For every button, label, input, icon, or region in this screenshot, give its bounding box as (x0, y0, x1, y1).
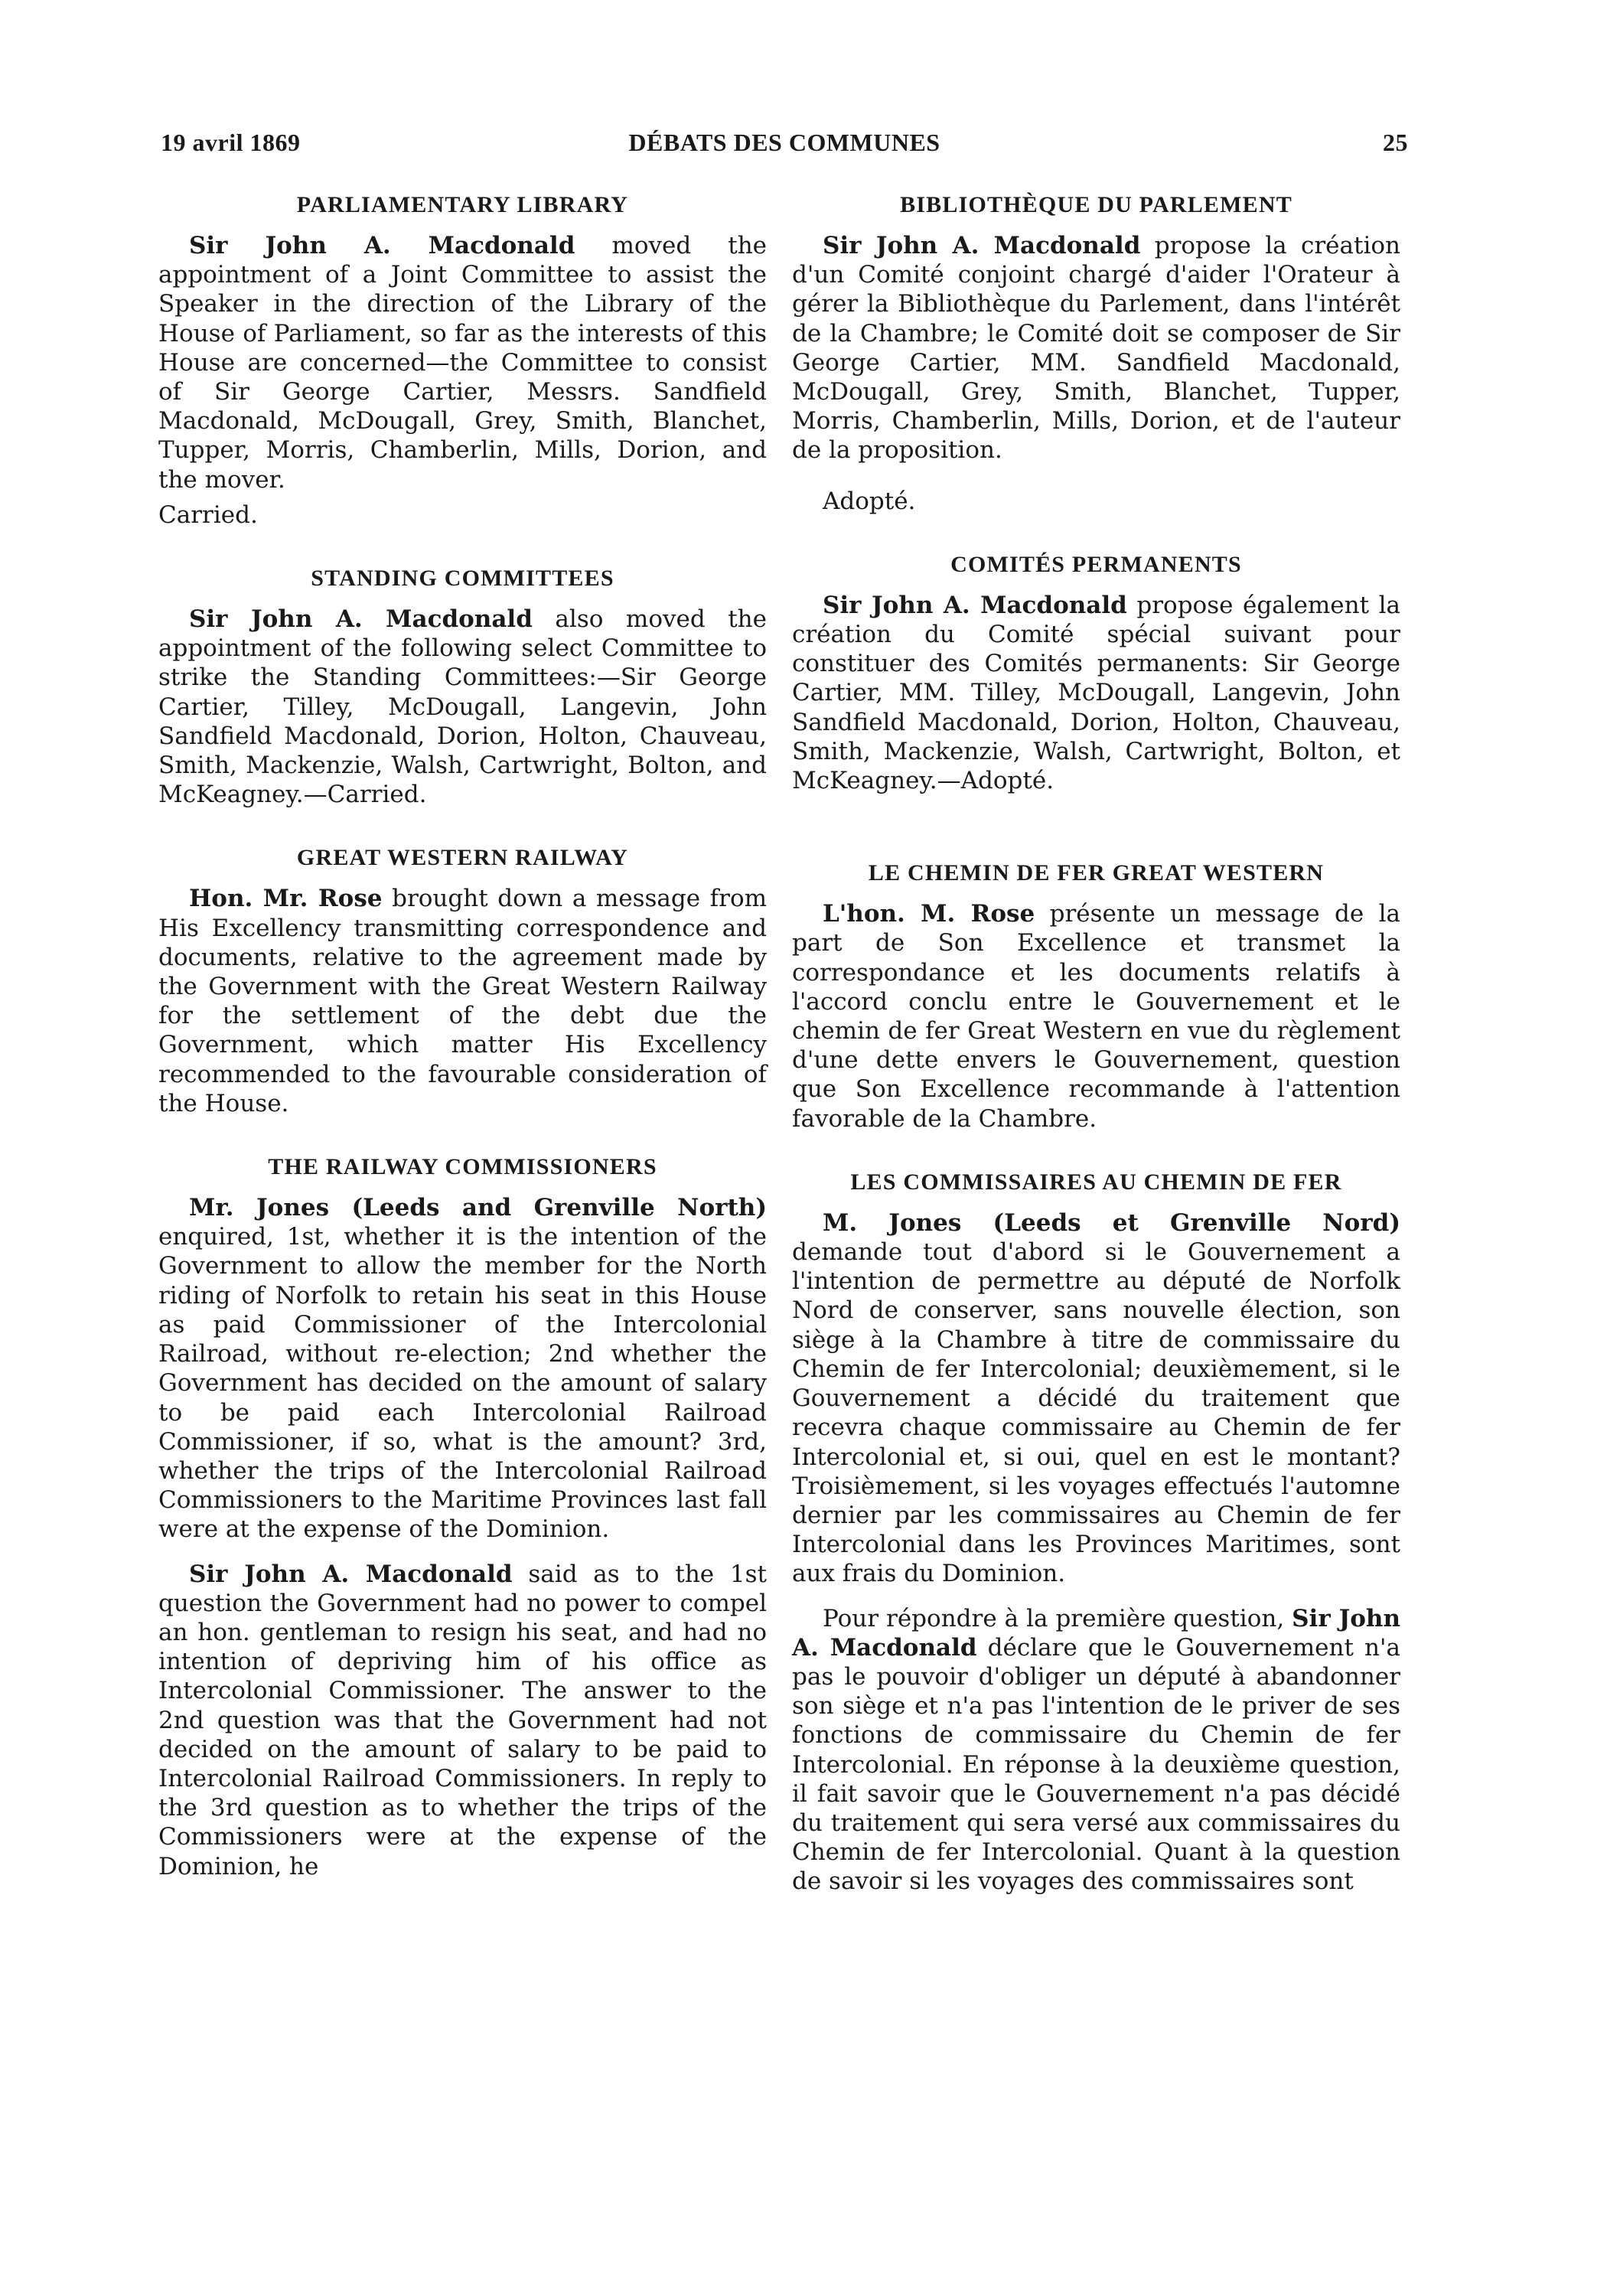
section-bibliotheque-du-parlement (792, 190, 1400, 516)
paragraph-text: enquired, 1st, whether it is the intention of the Government to allow the member for the North riding of Norfolk to retain his seat in this House as paid Commissioner of the Intercolonial Railroad, without re-election; 2nd whether the Government has decided on the amount of salary to be paid each Intercolonial Railroad Commissioner, if so, what is the amount? 3rd, whether the trips of the Intercolonial Railroad Commissioners to the Maritime Provinces last fall were at the expense of the Dominion. (158, 1223, 767, 1544)
section-heading: COMITÉS PERMANENTS (950, 551, 1242, 577)
paragraph (792, 231, 1400, 465)
paragraph-text: brought down a message from His Excellency transmitting correspondence and documents, relative to the agreement made by the Government with the Great Western Railway for the settlement of the debt due the Government, which matter His Excellency recommended to the favourable consideration of the House. (158, 885, 768, 1117)
header-date: 19 avril 1869 (161, 129, 301, 156)
speaker-name: Sir John A. Macdonald (792, 1604, 1401, 1662)
french-column (792, 190, 1400, 1930)
section-heading: GREAT WESTERN RAILWAY (296, 845, 629, 871)
paragraph (792, 1208, 1400, 1589)
paragraph (792, 591, 1400, 795)
paragraph-text: demande tout d'abord si le Gouvernement a l'intention de permettre au député de Norfolk Nord de conserver, sans nouvelle élection, son siège à la Chambre à titre de commissaire du Chemin de fer Intercolonial; deuxièmement, si le Gouvernement a décidé du traitement que recevra chaque commissaire au Chemin de fer Intercolonial et, si oui, quel en est le montant? Troisièmement, si les voyages effectués l'automne dernier par les commissaires au Chemin de fer Intercolonial dans les Provinces Maritimes, sont aux frais du Dominion. (792, 1238, 1400, 1588)
speaker-name: Sir John A. Macdonald (189, 605, 533, 634)
section-standing-committees (158, 563, 767, 809)
paragraph (158, 1560, 767, 1881)
section-heading: BIBLIOTHÈQUE DU PARLEMENT (900, 192, 1292, 217)
paragraph (158, 1193, 767, 1544)
section-parliamentary-library (158, 190, 767, 530)
speaker-name: Sir John A. Macdonald (823, 591, 1127, 619)
section-heading: LES COMMISSAIRES AU CHEMIN DE FER (850, 1169, 1342, 1195)
paragraph (792, 1604, 1400, 1896)
speaker-name: L'hon. M. Rose (823, 900, 1035, 928)
section-commissaires-au-chemin-de-fer (792, 1167, 1400, 1896)
paragraph-text: propose la création d'un Comité conjoint chargé d'aider l'Orateur à gérer la Bibliothèque du Parlement, dans l'intérêt de la Chambre; le Comité doit se composer de Sir George Cartier, MM. Sandfield Macdonald, McDougall, Grey, Smith, Blanchet, Tupper, Morris, Chamberlin, Mills, Dorion, et de l'auteur de la proposition. (792, 232, 1400, 465)
paragraph-text: Pour répondre à la première question, (823, 1604, 1285, 1632)
section-comites-permanents (792, 550, 1400, 795)
section-railway-commissioners (158, 1152, 767, 1881)
paragraph-text: said as to the 1st question the Government had no power to compel an hon. gentleman to resign his seat, and had no intention of depriving him of his office as Intercolonial Commissioner. The answer to the 2nd question was that the Government had not decided on the amount of salary to be paid to Intercolonial Railroad Commissioners. In reply to the 3rd question as to whether the trips of the Commissioners were at the expense of the Dominion, he (158, 1560, 767, 1880)
speaker-name: Sir John A. Macdonald (189, 232, 575, 259)
paragraph (792, 899, 1400, 1133)
speaker-name: Sir John A. Macdonald (189, 1560, 513, 1588)
speaker-name: Sir John A. Macdonald (823, 232, 1141, 259)
english-column (158, 190, 767, 1915)
section-heading: THE RAILWAY COMMISSIONERS (268, 1154, 657, 1180)
paragraph-text: moved the appointment of a Joint Committee to assist the Speaker in the direction of the Library of the House of Parliament, so far as the interests of this House are concerned—the Committee to consist of Sir George Cartier, Messrs. Sandfield Macdonald, McDougall, Grey, Smith, Blanchet, Tupper, Morris, Chamberlin, Mills, Dorion, and the mover. (158, 232, 768, 494)
header-title: DÉBATS DES COMMUNES (628, 129, 940, 156)
paragraph (158, 605, 767, 809)
section-heading: LE CHEMIN DE FER GREAT WESTERN (868, 860, 1325, 886)
section-heading: STANDING COMMITTEES (311, 566, 614, 592)
paragraph (158, 231, 767, 494)
paragraph-text: also moved the appointment of the following select Committee to strike the Standing Committees:—Sir George Cartier, Tilley, McDougall, Langevin, John Sandfield Macdonald, Dorion, Holton, Chauveau, Smith, Mackenzie, Walsh, Cartwright, Bolton, and McKeagney.—Carried. (158, 605, 767, 809)
motion-result: Adopté. (823, 487, 916, 515)
section-heading: PARLIAMENTARY LIBRARY (296, 192, 629, 217)
paragraph-text: déclare que le Gouvernement n'a pas le pouvoir d'obliger un député à abandonner son siège et n'a pas l'intention de le priver de ses fonctions de commissaire du Chemin de fer Intercolonial. En réponse à la deuxième question, il fait savoir que le Gouvernement n'a pas décidé du traitement qui sera versé aux commissaires du Chemin de fer Intercolonial. Quant à la question de savoir si les voyages des commissaires sont (792, 1633, 1401, 1896)
page-number: 25 (1383, 129, 1408, 156)
running-head (161, 129, 1408, 162)
motion-result: Carried. (158, 501, 258, 529)
section-great-western-railway (158, 843, 767, 1118)
paragraph-text: présente un message de la part de Son Excellence et transmet la correspondance et les documents relatifs à l'accord conclu entre le Gouvernement et le chemin de fer Great Western en vue du règlement d'une dette envers le Gouvernement, question que Son Excellence recommande à l'attention favorable de la Chambre. (792, 900, 1400, 1133)
paragraph (158, 884, 767, 1118)
speaker-name: Mr. Jones (Leeds and Grenville North) (189, 1194, 767, 1222)
speaker-name: Hon. Mr. Rose (189, 885, 383, 913)
speaker-name: M. Jones (Leeds et Grenville Nord) (823, 1208, 1400, 1237)
section-chemin-de-fer-great-western (792, 858, 1400, 1133)
paragraph-text: propose également la création du Comité spécial suivant pour constituer des Comités permanents: Sir George Cartier, MM. Tilley, McDougall, Langevin, John Sandfield Macdonald, Dorion, Holton, Chauveau, Smith, Mackenzie, Walsh, Cartwright, Bolton, et McKeagney.—Adopté. (792, 591, 1400, 795)
